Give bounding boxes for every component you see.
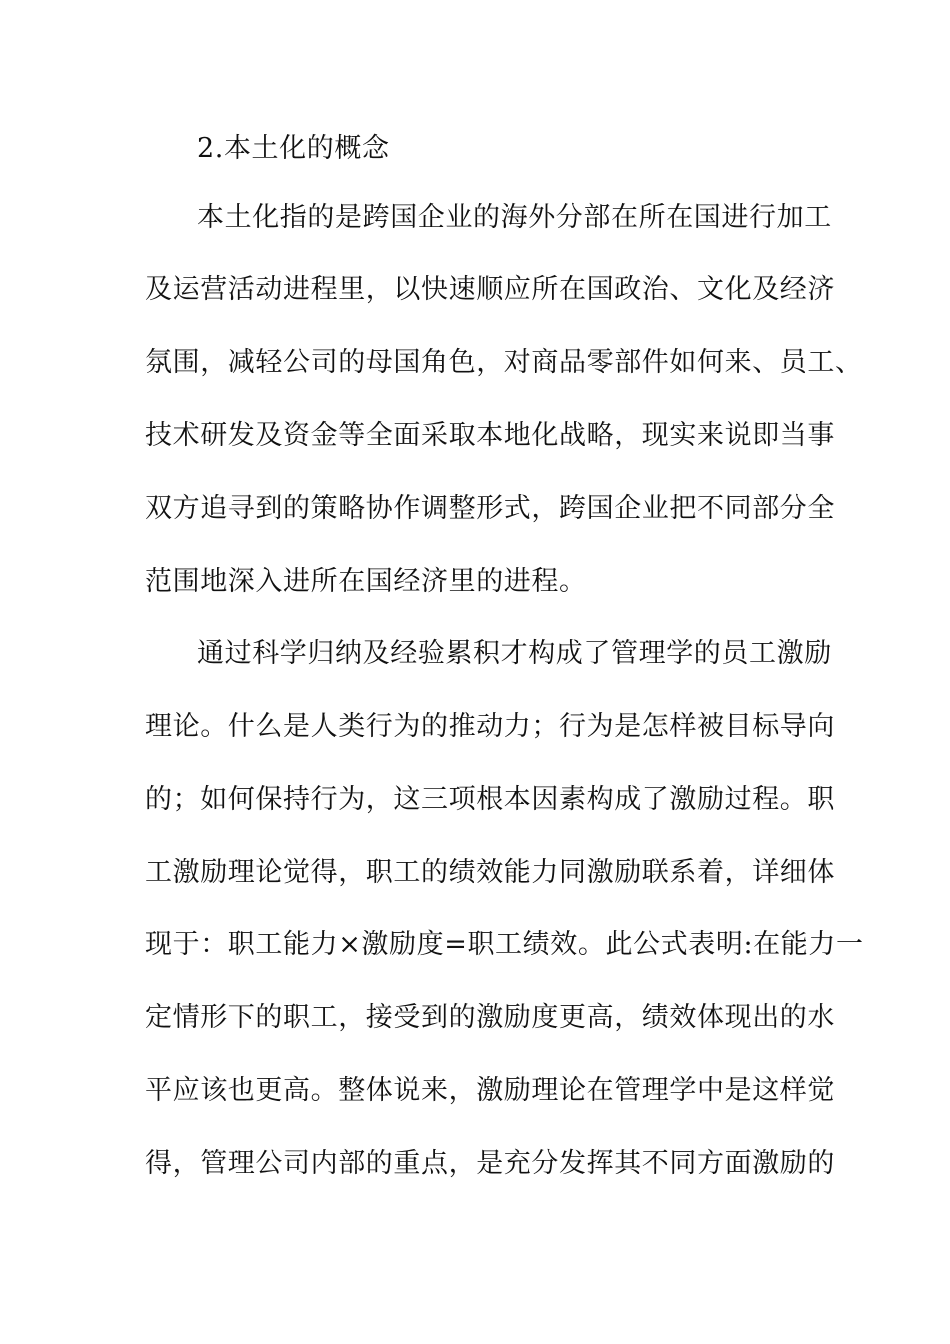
- paragraph-line: 通过科学归纳及经验累积才构成了管理学的员工激励: [197, 638, 832, 669]
- paragraph-line: 氛围，减轻公司的母国角色，对商品零部件如何来、员工、: [145, 347, 863, 378]
- paragraph-line: 范围地深入进所在国经济里的进程。: [145, 566, 587, 597]
- paragraph-line: 理论。什么是人类行为的推动力；行为是怎样被目标导向: [145, 711, 835, 742]
- paragraph-line: 双方追寻到的策略协作调整形式，跨国企业把不同部分全: [145, 493, 835, 524]
- paragraph-line: 平应该也更高。整体说来，激励理论在管理学中是这样觉: [145, 1075, 835, 1106]
- section-heading: 2.本土化的概念: [197, 133, 390, 164]
- paragraph-line: 技术研发及资金等全面采取本地化战略，现实来说即当事: [145, 420, 835, 451]
- paragraph-line: 工激励理论觉得，职工的绩效能力同激励联系着，详细体: [145, 857, 835, 888]
- paragraph-line: 得，管理公司内部的重点，是充分发挥其不同方面激励的: [145, 1148, 835, 1179]
- paragraph-line: 定情形下的职工，接受到的激励度更高，绩效体现出的水: [145, 1002, 835, 1033]
- paragraph-line: 现于：职工能力×激励度=职工绩效。此公式表明:在能力一: [145, 929, 864, 960]
- paragraph-line: 的；如何保持行为，这三项根本因素构成了激励过程。职: [145, 784, 835, 815]
- paragraph-line: 及运营活动进程里，以快速顺应所在国政治、文化及经济: [145, 274, 835, 305]
- paragraph-line: 本土化指的是跨国企业的海外分部在所在国进行加工: [197, 202, 832, 233]
